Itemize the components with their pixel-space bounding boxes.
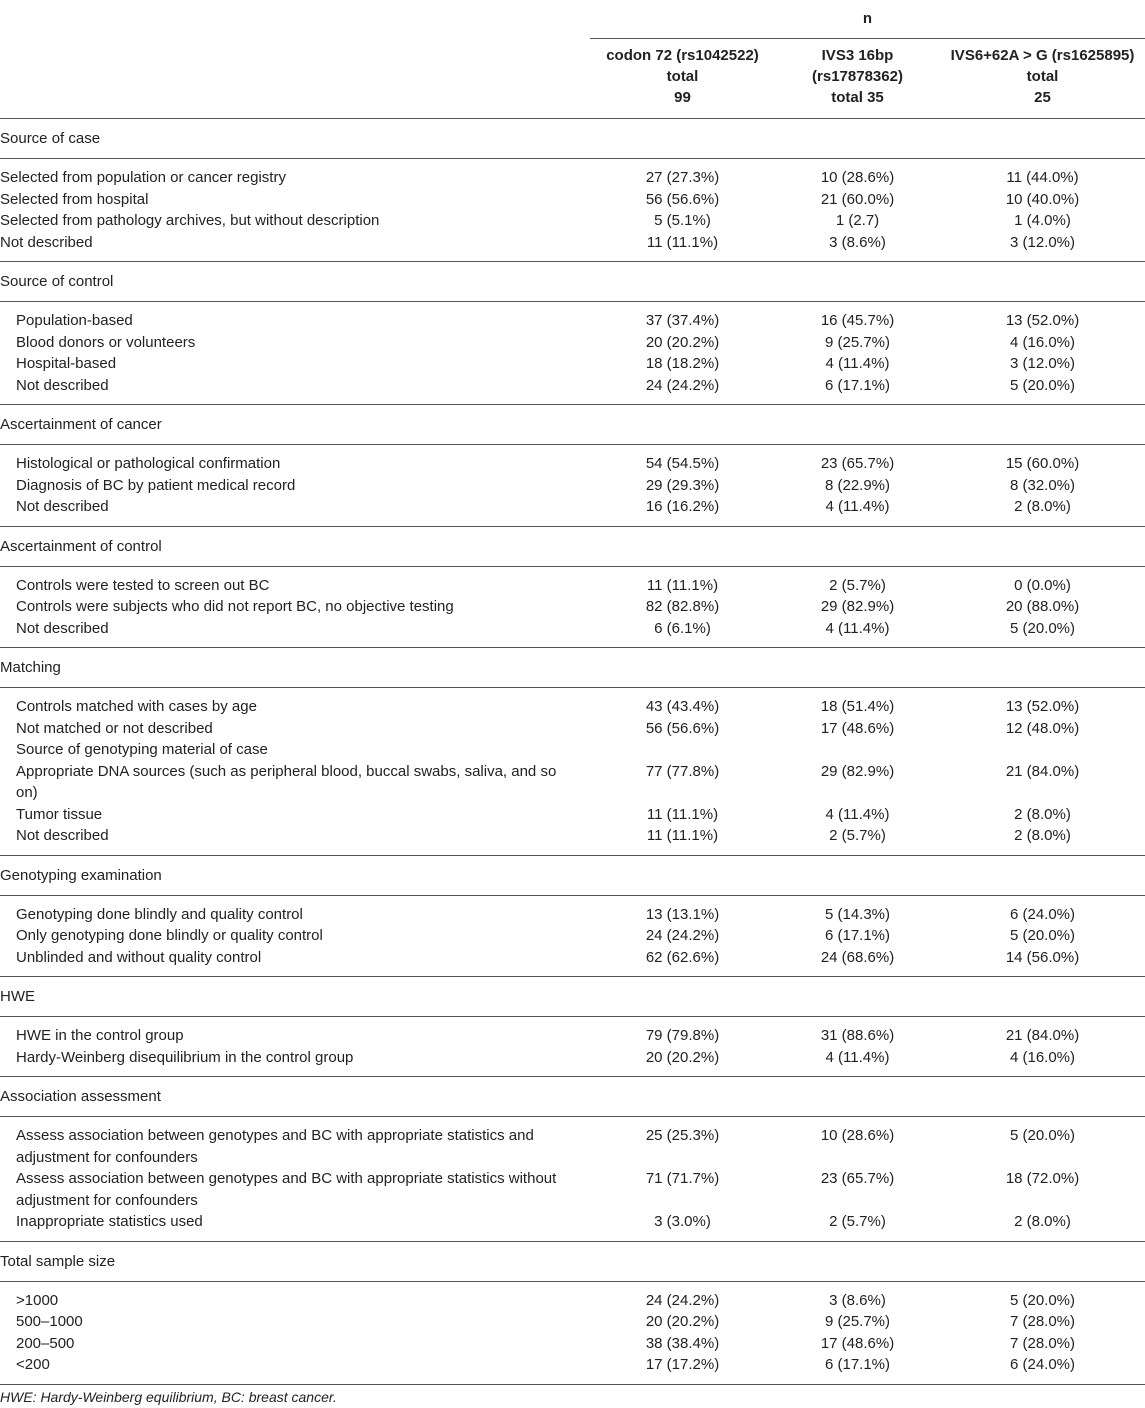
row-label: Not described (0, 825, 590, 855)
row-label: Controls were subjects who did not report BC, no objective testing (16, 598, 454, 615)
section-header-row (0, 119, 1145, 159)
value-cell-col2: 16 (45.7%) (820, 312, 895, 329)
value-cell-col3: 12 (48.0%) (1005, 719, 1080, 737)
section-title: HWE (0, 977, 1145, 1017)
value-cell-col2: 29 (82.9%) (820, 762, 895, 780)
table-row (0, 475, 1145, 497)
value-cell-col1: 3 (3.0%) (590, 1211, 775, 1241)
value-cell-col3: 8 (32.0%) (1009, 476, 1076, 494)
row-label: Not described (0, 232, 590, 262)
table-row (0, 1354, 1145, 1384)
row-label: Genotyping done blindly and quality control (16, 905, 303, 923)
table-footnote: HWE: Hardy-Weinberg equilibrium, BC: breast cancer. (0, 1388, 337, 1405)
value-cell-col2: 23 (65.7%) (820, 1170, 895, 1187)
value-cell-col3: 2 (8.0%) (1014, 805, 1071, 823)
value-cell-col2 (775, 739, 940, 761)
value-cell-col3: 11 (44.0%) (1006, 169, 1079, 186)
table-row (0, 947, 1145, 977)
row-label: Source of genotyping material of case (16, 741, 268, 758)
value-cell-col2: 8 (22.9%) (824, 476, 891, 494)
value-cell-col2: 31 (88.6%) (820, 1027, 895, 1044)
value-cell-col3: 13 (52.0%) (1005, 698, 1080, 715)
table-row (0, 1333, 1145, 1355)
table-row (0, 332, 1145, 354)
value-cell-col2: 10 (28.6%) (820, 1127, 895, 1144)
value-cell-col1: 71 (71.7%) (645, 1170, 720, 1187)
value-cell-col2: 4 (11.4%) (825, 805, 890, 823)
value-cell-col1: 56 (56.6%) (645, 719, 720, 737)
table-row (0, 302, 1145, 332)
row-label: Not described (0, 375, 590, 405)
value-cell-col1: 13 (13.1%) (645, 905, 720, 923)
section-title: Total sample size (0, 1241, 1145, 1281)
row-label: Population-based (16, 312, 133, 329)
value-cell-col1 (590, 739, 775, 761)
value-cell-col2: 3 (8.6%) (775, 232, 940, 262)
value-cell-col3: 2 (8.0%) (940, 1211, 1145, 1241)
value-cell-col3: 14 (56.0%) (940, 947, 1145, 977)
value-cell-col3: 5 (20.0%) (940, 375, 1145, 405)
value-cell-col3: 18 (72.0%) (1005, 1170, 1080, 1187)
row-label: >1000 (16, 1291, 59, 1309)
value-cell-col1: 18 (18.2%) (645, 355, 720, 372)
value-cell-col2: 4 (11.4%) (775, 1047, 940, 1077)
value-cell-col3: 6 (24.0%) (940, 1354, 1145, 1384)
value-cell-col2: 6 (17.1%) (775, 375, 940, 405)
label-column-header (0, 39, 590, 119)
value-cell-col2: 17 (48.6%) (820, 1334, 895, 1352)
table-row (0, 596, 1145, 618)
row-label: Hospital-based (16, 355, 117, 372)
table-row (0, 1047, 1145, 1077)
section-header-row (0, 977, 1145, 1017)
value-cell-col3: 4 (16.0%) (940, 1047, 1145, 1077)
table-row (0, 761, 1145, 804)
row-label: Only genotyping done blindly or quality control (16, 927, 323, 944)
table-row (0, 688, 1145, 718)
row-label: Selected from pathology archives, but without description (0, 212, 380, 229)
value-cell-col3: 3 (12.0%) (940, 232, 1145, 262)
empty-header-cell (0, 0, 590, 39)
value-cell-col2: 6 (17.1%) (824, 927, 891, 944)
value-cell-col2: 24 (68.6%) (775, 947, 940, 977)
row-label: <200 (0, 1354, 590, 1384)
value-cell-col3: 15 (60.0%) (1005, 455, 1080, 472)
value-cell-col1: 79 (79.8%) (645, 1027, 720, 1044)
value-cell-col2: 4 (11.4%) (775, 496, 940, 526)
value-cell-col3: 7 (28.0%) (1009, 1313, 1076, 1330)
table-row (0, 566, 1145, 596)
row-label: Selected from hospital (0, 190, 149, 208)
value-cell-col2: 3 (8.6%) (829, 1291, 886, 1309)
table-row (0, 210, 1145, 232)
section-header-row (0, 526, 1145, 566)
column-header-ivs3: IVS3 16bp (rs17878362) total 35 (775, 39, 940, 119)
value-cell-col1: 20 (20.2%) (590, 1047, 775, 1077)
value-cell-col2: 29 (82.9%) (820, 598, 895, 615)
value-cell-col3: 5 (20.0%) (940, 618, 1145, 648)
table-row (0, 353, 1145, 375)
value-cell-col1: 43 (43.4%) (645, 698, 720, 715)
table-row (0, 1168, 1145, 1211)
section-title: Source of case (0, 119, 1145, 159)
value-cell-col3: 21 (84.0%) (1005, 762, 1080, 780)
row-label: Tumor tissue (16, 805, 103, 823)
value-cell-col1: 6 (6.1%) (590, 618, 775, 648)
value-cell-col1: 29 (29.3%) (645, 476, 720, 494)
table-row (0, 825, 1145, 855)
value-cell-col1: 24 (24.2%) (645, 1291, 720, 1309)
row-label: Assess association between genotypes and BC with appropriate statistics without adjustment for confounders (16, 1170, 557, 1209)
row-label: Hardy-Weinberg disequilibrium in the control group (0, 1047, 590, 1077)
value-cell-col1: 24 (24.2%) (590, 375, 775, 405)
value-cell-col2: 5 (14.3%) (824, 905, 891, 923)
value-cell-col1: 11 (11.1%) (646, 805, 719, 823)
value-cell-col2: 4 (11.4%) (775, 618, 940, 648)
section-title: Genotyping examination (0, 855, 1145, 895)
value-cell-col2: 4 (11.4%) (825, 355, 890, 372)
table-body (0, 119, 1145, 1385)
value-cell-col2: 2 (5.7%) (829, 576, 886, 594)
value-cell-col3: 2 (8.0%) (940, 496, 1145, 526)
value-cell-col3: 6 (24.0%) (1009, 905, 1076, 923)
row-label: Diagnosis of BC by patient medical record (16, 476, 296, 494)
value-cell-col2: 9 (25.7%) (824, 1313, 891, 1330)
value-cell-col1: 17 (17.2%) (590, 1354, 775, 1384)
table-row (0, 1017, 1145, 1047)
section-title: Source of control (0, 262, 1145, 302)
table-row (0, 496, 1145, 526)
value-cell-col2: 2 (5.7%) (775, 1211, 940, 1241)
row-label: 500–1000 (16, 1313, 83, 1330)
value-cell-col1: 20 (20.2%) (645, 1313, 720, 1330)
value-cell-col1: 82 (82.8%) (645, 598, 720, 615)
row-label: Controls were tested to screen out BC (16, 576, 270, 594)
column-header-row (0, 39, 1145, 119)
value-cell-col2: 10 (28.6%) (820, 169, 895, 186)
section-title: Ascertainment of cancer (0, 405, 1145, 445)
value-cell-col1: 54 (54.5%) (645, 455, 720, 472)
value-cell-col2: 6 (17.1%) (775, 1354, 940, 1384)
value-cell-col1: 77 (77.8%) (645, 762, 720, 780)
section-header-row (0, 262, 1145, 302)
section-title: Association assessment (0, 1077, 1145, 1117)
table-row (0, 445, 1145, 475)
value-cell-col1: 11 (11.1%) (646, 576, 719, 594)
value-cell-col1: 5 (5.1%) (654, 212, 711, 229)
value-cell-col3: 21 (84.0%) (1005, 1027, 1080, 1044)
table-row (0, 189, 1145, 211)
section-header-row (0, 648, 1145, 688)
value-cell-col3: 2 (8.0%) (940, 825, 1145, 855)
column-header-codon72: codon 72 (rs1042522) total 99 (590, 39, 775, 119)
value-cell-col3: 20 (88.0%) (1005, 598, 1080, 615)
table-row (0, 1117, 1145, 1169)
row-label: Selected from population or cancer registry (0, 169, 286, 186)
table-row (0, 925, 1145, 947)
table-row (0, 718, 1145, 740)
value-cell-col3: 3 (12.0%) (1009, 355, 1076, 372)
table-row (0, 1281, 1145, 1311)
section-header-row (0, 405, 1145, 445)
table-row (0, 159, 1145, 189)
value-cell-col3: 1 (4.0%) (1014, 212, 1071, 229)
row-label: Not matched or not described (16, 719, 213, 737)
value-cell-col3: 4 (16.0%) (1009, 333, 1076, 351)
row-label: Unblinded and without quality control (0, 947, 590, 977)
value-cell-col2: 2 (5.7%) (775, 825, 940, 855)
value-cell-col1: 38 (38.4%) (645, 1334, 720, 1352)
value-cell-col3: 0 (0.0%) (1014, 576, 1071, 594)
section-header-row (0, 1077, 1145, 1117)
n-header-row (0, 0, 1145, 39)
row-label: Inappropriate statistics used (0, 1211, 590, 1241)
table-row (0, 375, 1145, 405)
value-cell-col3: 5 (20.0%) (1009, 1127, 1076, 1144)
value-cell-col1: 37 (37.4%) (645, 312, 720, 329)
value-cell-col3: 13 (52.0%) (1005, 312, 1080, 329)
value-cell-col1: 20 (20.2%) (645, 333, 720, 351)
value-cell-col2: 21 (60.0%) (820, 190, 895, 208)
value-cell-col1: 25 (25.3%) (645, 1127, 720, 1144)
table-row (0, 1211, 1145, 1241)
column-header-ivs6: IVS6+62A > G (rs1625895) total 25 (940, 39, 1145, 119)
row-label: Blood donors or volunteers (16, 333, 196, 351)
value-cell-col1: 11 (11.1%) (590, 825, 775, 855)
table-row (0, 1311, 1145, 1333)
value-cell-col3: 7 (28.0%) (1009, 1334, 1076, 1352)
value-cell-col1: 11 (11.1%) (590, 232, 775, 262)
row-label: Assess association between genotypes and BC with appropriate statistics and adjustment for confounders (16, 1127, 534, 1166)
value-cell-col3: 5 (20.0%) (1009, 1291, 1076, 1309)
section-header-row (0, 1241, 1145, 1281)
section-header-row (0, 855, 1145, 895)
table-row (0, 739, 1145, 761)
value-cell-col2: 1 (2.7) (835, 212, 880, 229)
section-title: Matching (0, 648, 1145, 688)
value-cell-col3: 5 (20.0%) (1009, 927, 1076, 944)
row-label: HWE in the control group (16, 1027, 184, 1044)
table-row (0, 618, 1145, 648)
row-label: Controls matched with cases by age (16, 698, 257, 715)
value-cell-col1: 62 (62.6%) (590, 947, 775, 977)
value-cell-col3: 10 (40.0%) (1005, 190, 1080, 208)
row-label: 200–500 (16, 1334, 75, 1352)
value-cell-col1: 27 (27.3%) (645, 169, 720, 186)
table-row (0, 804, 1145, 826)
value-cell-col2: 23 (65.7%) (820, 455, 895, 472)
value-cell-col2: 17 (48.6%) (820, 719, 895, 737)
value-cell-col3 (940, 739, 1145, 761)
value-cell-col2: 9 (25.7%) (824, 333, 891, 351)
row-label: Histological or pathological confirmation (16, 455, 281, 472)
n-header: n (590, 0, 1145, 39)
row-label: Appropriate DNA sources (such as peripheral blood, buccal swabs, saliva, and so on) (16, 762, 557, 801)
section-title: Ascertainment of control (0, 526, 1145, 566)
table-row (0, 232, 1145, 262)
value-cell-col2: 18 (51.4%) (820, 698, 895, 715)
value-cell-col1: 16 (16.2%) (590, 496, 775, 526)
table-row (0, 895, 1145, 925)
value-cell-col1: 24 (24.2%) (645, 927, 720, 944)
value-cell-col1: 56 (56.6%) (645, 190, 720, 208)
row-label: Not described (0, 618, 590, 648)
row-label: Not described (0, 496, 590, 526)
